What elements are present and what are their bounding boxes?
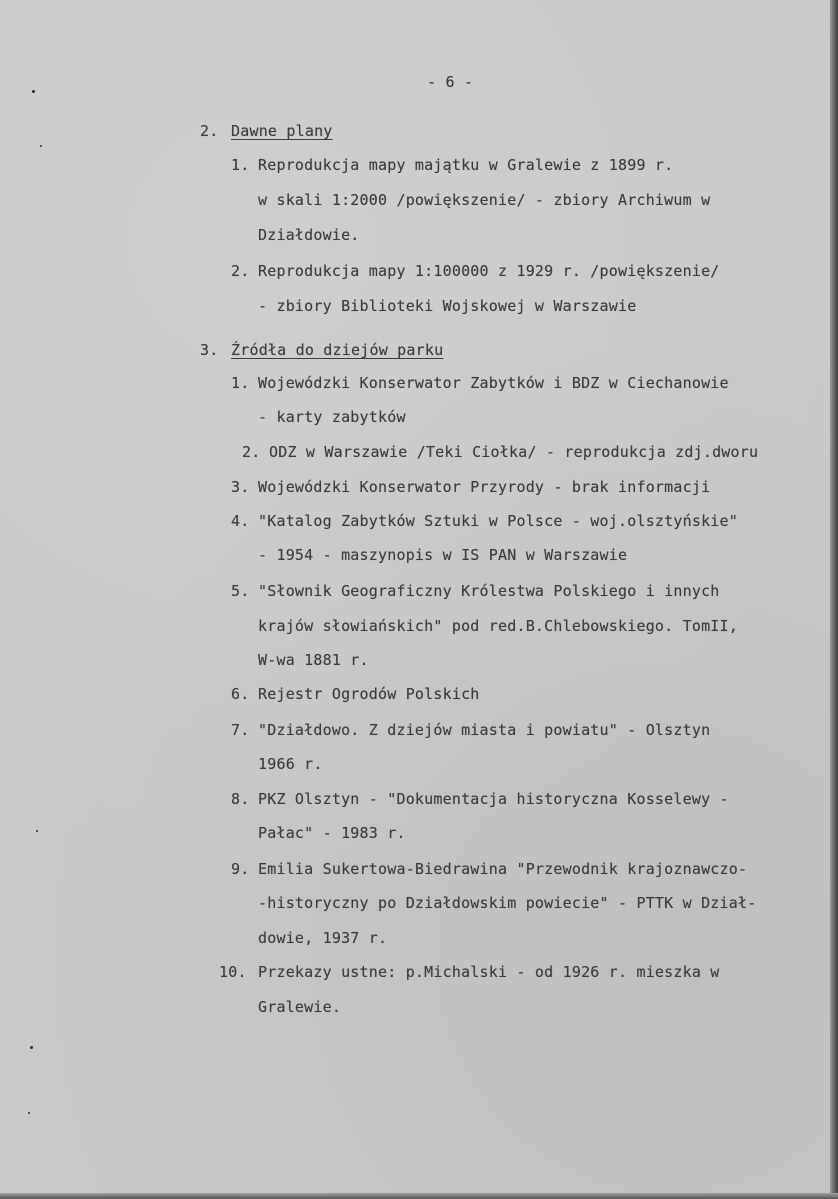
list-item-line: -historyczny po Działdowskim powiecie" - PTTK w Dział- bbox=[258, 894, 757, 912]
list-item-number: 1. bbox=[231, 374, 250, 392]
page-number: - 6 - bbox=[427, 73, 474, 91]
list-item-line: "Działdowo. Z dziejów miasta i powiatu" - Olsztyn bbox=[258, 721, 711, 739]
list-item-line: Gralewie. bbox=[258, 998, 342, 1016]
list-item-line: "Słownik Geograficzny Królestwa Polskiego i innych bbox=[258, 582, 720, 600]
list-item-number: 4. bbox=[231, 512, 250, 530]
list-item-number: 6. bbox=[231, 685, 250, 703]
list-item-line: - zbiory Biblioteki Wojskowej w Warszawie bbox=[258, 297, 637, 315]
list-item-line: 1966 r. bbox=[258, 755, 323, 773]
list-item-line: Emilia Sukertowa-Biedrawina "Przewodnik krajoznawczo- bbox=[258, 860, 748, 878]
list-item-number: 10. bbox=[219, 963, 247, 981]
list-item-line: krajów słowiańskich" pod red.B.Chlebowskiego. TomII, bbox=[258, 617, 738, 635]
section-number: 2. bbox=[200, 122, 219, 140]
list-item-number: 3. bbox=[231, 478, 250, 496]
list-item-line: Reprodukcja mapy 1:100000 z 1929 r. /powiększenie/ bbox=[258, 262, 720, 280]
paper-speck bbox=[40, 145, 42, 147]
list-item-line: ODZ w Warszawie /Teki Ciołka/ - reprodukcja zdj.dworu bbox=[269, 443, 759, 461]
list-item-line: Pałac" - 1983 r. bbox=[258, 824, 406, 842]
list-item-line: - 1954 - maszynopis w IS PAN w Warszawie bbox=[258, 546, 628, 564]
section-title: Źródła do dziejów parku bbox=[231, 341, 444, 359]
page-edge-shadow bbox=[830, 0, 838, 1199]
list-item-number: 2. bbox=[242, 443, 261, 461]
section-number: 3. bbox=[200, 341, 219, 359]
list-item-line: "Katalog Zabytków Sztuki w Polsce - woj.olsztyńskie" bbox=[258, 512, 738, 530]
list-item-number: 9. bbox=[231, 860, 250, 878]
list-item-line: PKZ Olsztyn - "Dokumentacja historyczna Kosselewy - bbox=[258, 790, 729, 808]
list-item-line: Przekazy ustne: p.Michalski - od 1926 r. mieszka w bbox=[258, 963, 720, 981]
paper-speck bbox=[32, 90, 35, 93]
list-item-number: 1. bbox=[231, 156, 250, 174]
list-item-line: Wojewódzki Konserwator Zabytków i BDZ w Ciechanowie bbox=[258, 374, 729, 392]
list-item-line: dowie, 1937 r. bbox=[258, 929, 388, 947]
list-item-number: 7. bbox=[231, 721, 250, 739]
page-edge-shadow bbox=[0, 1193, 838, 1199]
paper-speck bbox=[28, 1112, 30, 1114]
list-item-number: 5. bbox=[231, 582, 250, 600]
paper-speck bbox=[30, 1046, 33, 1049]
list-item-line: Reprodukcja mapy majątku w Gralewie z 1899 r. bbox=[258, 156, 674, 174]
paper-speck bbox=[36, 830, 38, 832]
list-item-number: 2. bbox=[231, 262, 250, 280]
list-item-line: - karty zabytków bbox=[258, 408, 406, 426]
list-item-line: Wojewódzki Konserwator Przyrody - brak informacji bbox=[258, 478, 711, 496]
list-item-line: Rejestr Ogrodów Polskich bbox=[258, 685, 480, 703]
list-item-line: W-wa 1881 r. bbox=[258, 651, 369, 669]
list-item-number: 8. bbox=[231, 790, 250, 808]
section-title: Dawne plany bbox=[231, 122, 333, 140]
list-item-line: w skali 1:2000 /powiększenie/ - zbiory Archiwum w bbox=[258, 191, 711, 209]
list-item-line: Działdowie. bbox=[258, 226, 360, 244]
